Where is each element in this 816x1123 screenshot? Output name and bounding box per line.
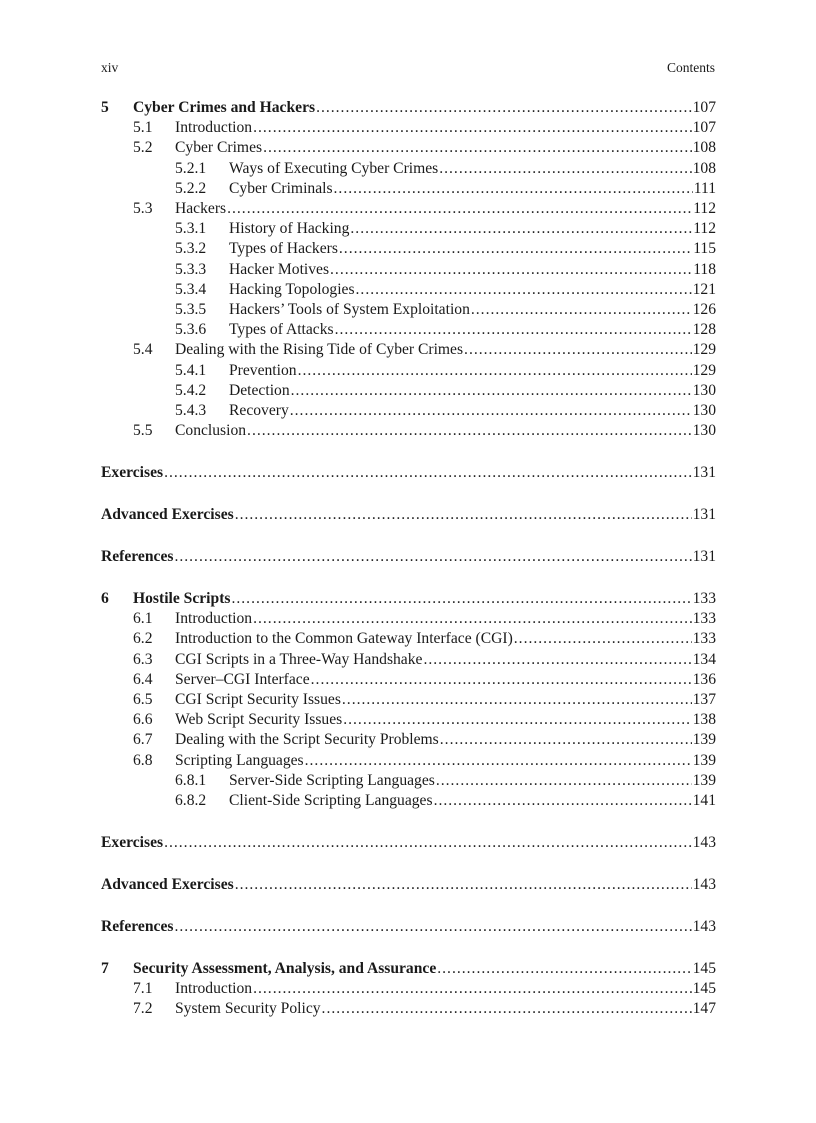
toc-entry-number: 5.4.2 [175,381,207,399]
toc-entry-title: CGI Script Security Issues [175,690,341,708]
toc-entry-page: 112 [693,200,716,218]
toc-entry-number: 6.5 [133,690,153,708]
toc-entry-title: References [101,917,174,935]
toc-entry-number: 7.2 [133,1000,153,1018]
toc-entry-title: Ways of Executing Cyber Crimes [229,159,439,177]
toc-entry-page: 112 [693,220,716,238]
toc-entry-number: 6.3 [133,650,153,668]
toc-entry-title: Cyber Criminals [229,179,333,197]
dot-leader [253,980,692,998]
toc-entry-page: 137 [692,690,716,708]
toc-entry-title: Prevention [229,361,297,379]
toc-entry[interactable] [101,381,716,401]
toc-entry-page: 133 [692,590,716,608]
toc-entry[interactable] [101,589,716,609]
dot-leader [335,321,692,339]
toc-entry-page: 145 [692,980,716,998]
toc-entry[interactable] [101,260,716,280]
toc-entry-page: 115 [693,240,716,258]
toc-entry-page: 130 [692,401,716,419]
toc-entry-number: 6 [101,590,109,608]
toc-entry-page: 118 [693,260,716,278]
running-header [101,60,715,80]
toc-entry-number: 6.8.2 [175,791,207,809]
toc-entry-page: 133 [692,630,716,648]
dot-leader [174,548,691,566]
page-number: xiv [101,60,119,75]
toc-entry-title: Exercises [101,464,164,482]
toc-entry-number: 5.3.1 [175,220,207,238]
toc-entry-title: Cyber Crimes [175,139,263,157]
table-of-contents [101,98,716,1019]
toc-entry-page: 143 [692,917,716,935]
dot-leader [342,691,692,709]
dot-leader [174,918,691,936]
toc-entry-title: Introduction [175,119,253,137]
toc-entry-title: Advanced Exercises [101,875,234,893]
toc-entry-page: 121 [692,280,716,298]
toc-entry[interactable] [101,199,716,219]
toc-entry-title: System Security Policy [175,1000,321,1018]
dot-leader [263,139,692,157]
toc-entry-title: Hackers’ Tools of System Exploitation [229,300,470,318]
dot-leader [356,281,692,299]
toc-entry-title: Types of Hackers [229,240,338,258]
dot-leader [164,834,692,852]
dot-leader [439,160,691,178]
toc-entry-number: 5.4 [133,341,153,359]
toc-entry[interactable] [101,875,716,895]
toc-entry-number: 5.3.2 [175,240,207,258]
toc-entry-page: 107 [692,119,716,137]
toc-entry[interactable] [101,979,716,999]
toc-entry-title: Dealing with the Script Security Problems [175,731,439,749]
toc-entry-page: 133 [692,610,716,628]
toc-entry-title: Recovery [229,401,289,419]
toc-entry[interactable] [101,421,716,441]
toc-entry-title: Hostile Scripts [133,590,231,608]
toc-entry-page: 108 [692,139,716,157]
toc-entry-number: 5.3.3 [175,260,207,278]
toc-entry[interactable] [101,505,716,525]
toc-entry-title: Hacking Topologies [229,280,355,298]
toc-entry[interactable] [101,833,716,853]
toc-entry-title: Server-Side Scripting Languages [229,771,435,789]
toc-entry-number: 5.4.1 [175,361,207,379]
dot-leader [434,792,692,810]
toc-entry[interactable] [101,463,716,483]
toc-entry[interactable] [101,750,716,770]
toc-entry-number: 6.8.1 [175,771,207,789]
toc-entry[interactable] [101,730,716,750]
toc-entry-number: 5.3.5 [175,300,207,318]
toc-entry-number: 5.2 [133,139,153,157]
toc-entry[interactable] [101,98,716,118]
toc-entry[interactable] [101,401,716,421]
dot-leader [343,711,691,729]
toc-entry[interactable] [101,690,716,710]
toc-entry-page: 130 [692,422,716,440]
toc-entry[interactable] [101,917,716,937]
toc-entry-number: 5.3.6 [175,321,207,339]
dot-leader [440,731,692,749]
toc-entry-number: 6.2 [133,630,153,648]
dot-leader [330,261,692,279]
toc-entry[interactable] [101,650,716,670]
toc-entry-title: Introduction [175,980,253,998]
toc-entry[interactable] [101,959,716,979]
dot-leader [316,99,692,117]
toc-entry[interactable] [101,710,716,730]
dot-leader [311,671,692,689]
toc-entry-number: 5.5 [133,422,153,440]
toc-entry-page: 145 [692,959,716,977]
toc-entry-title: Detection [229,381,290,399]
toc-entry-number: 5.3 [133,200,153,218]
toc-entry-title: Cyber Crimes and Hackers [133,99,316,117]
toc-entry-number: 7.1 [133,980,153,998]
dot-leader [423,651,691,669]
toc-entry-title: CGI Scripts in a Three-Way Handshake [175,650,423,668]
toc-entry-number: 5.4.3 [175,401,207,419]
toc-entry-title: Introduction to the Common Gateway Interface (CGI) [175,630,513,648]
dot-leader [290,402,692,420]
dot-leader [231,590,691,608]
toc-entry-page: 131 [692,506,716,524]
toc-entry[interactable] [101,791,716,811]
dot-leader [339,240,692,258]
dot-leader [305,752,692,770]
toc-entry-title: Web Script Security Issues [175,711,343,729]
toc-entry-number: 6.6 [133,711,153,729]
toc-entry-number: 6.7 [133,731,153,749]
toc-entry-number: 6.8 [133,751,153,769]
toc-entry-title: Conclusion [175,422,247,440]
dot-leader [291,382,692,400]
toc-entry-page: 139 [692,771,716,789]
toc-entry-title: Server–CGI Interface [175,670,310,688]
toc-entry[interactable] [101,118,716,138]
running-title: Contents [666,60,715,75]
toc-entry-page: 107 [692,99,716,117]
dot-leader [298,362,692,380]
toc-entry-page: 134 [692,650,716,668]
dot-leader [253,119,692,137]
toc-entry-page: 141 [692,791,716,809]
toc-entry-title: Security Assessment, Analysis, and Assurance [133,959,437,977]
dot-leader [247,422,692,440]
toc-entry-title: References [101,548,174,566]
toc-entry-page: 143 [692,875,716,893]
toc-entry-page: 147 [692,1000,716,1018]
dot-leader [514,630,692,648]
toc-entry-title: Hackers [175,200,227,218]
dot-leader [322,1000,692,1018]
toc-entry[interactable] [101,670,716,690]
dot-leader [253,610,692,628]
dot-leader [164,464,692,482]
dot-leader [471,301,692,319]
toc-entry-title: Types of Attacks [229,321,334,339]
toc-entry[interactable] [101,771,716,791]
toc-entry-page: 129 [692,341,716,359]
toc-entry[interactable] [101,219,716,239]
toc-entry[interactable] [101,320,716,340]
toc-entry-title: History of Hacking [229,220,350,238]
toc-entry-title: Hacker Motives [229,260,330,278]
dot-leader [227,200,692,218]
toc-entry-page: 131 [692,464,716,482]
toc-entry-title: Introduction [175,610,253,628]
toc-entry-title: Advanced Exercises [101,506,234,524]
toc-entry-title: Dealing with the Rising Tide of Cyber Crimes [175,341,464,359]
dot-leader [437,960,691,978]
toc-entry[interactable] [101,300,716,320]
dot-leader [350,220,692,238]
toc-entry[interactable] [101,360,716,380]
toc-entry[interactable] [101,340,716,360]
toc-entry-page: 108 [692,159,716,177]
dot-leader [464,341,692,359]
toc-entry[interactable] [101,609,716,629]
toc-entry-number: 6.4 [133,670,153,688]
toc-entry-number: 5.2.2 [175,179,207,197]
toc-entry-page: 138 [692,711,716,729]
toc-entry-page: 143 [692,833,716,851]
toc-entry-number: 6.1 [133,610,153,628]
toc-entry-number: 7 [101,959,109,977]
toc-entry[interactable] [101,239,716,259]
toc-entry-number: 5.2.1 [175,159,207,177]
toc-entry-page: 136 [692,670,716,688]
toc-entry[interactable] [101,629,716,649]
toc-entry-page: 130 [692,381,716,399]
toc-entry-page: 131 [692,548,716,566]
toc-entry-number: 5 [101,99,109,117]
toc-entry[interactable] [101,159,716,179]
toc-entry-page: 139 [692,731,716,749]
dot-leader [235,506,692,524]
toc-entry-page: 139 [692,751,716,769]
toc-entry-page: 126 [692,300,716,318]
dot-leader [436,772,692,790]
toc-entry-page: 128 [692,321,716,339]
toc-entry-number: 5.3.4 [175,280,207,298]
toc-entry-title: Client-Side Scripting Languages [229,791,433,809]
toc-entry-page: 129 [692,361,716,379]
toc-entry[interactable] [101,547,716,567]
dot-leader [334,180,693,198]
toc-entry-number: 5.1 [133,119,153,137]
toc-entry[interactable] [101,280,716,300]
toc-entry-page: 111 [693,179,716,197]
toc-entry[interactable] [101,179,716,199]
toc-entry[interactable] [101,138,716,158]
toc-entry-title: Scripting Languages [175,751,304,769]
toc-entry[interactable] [101,999,716,1019]
toc-entry-title: Exercises [101,833,164,851]
dot-leader [235,876,692,894]
